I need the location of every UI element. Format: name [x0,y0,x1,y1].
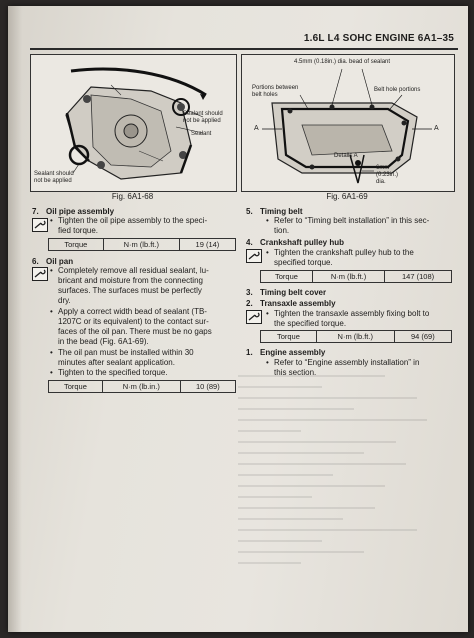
figure-caption-right: Fig. 6A1-69 [326,192,368,201]
label-bead: 4.5mm (0.18in.) dia. bead of sealant [294,59,391,65]
label-sealant-not-applied-top: Sealant should not be applied [183,111,223,124]
step-number-5: 5. [246,207,253,216]
label-a-right: A [434,125,439,132]
torque-value: 19 (14) [179,239,235,251]
page-header [30,20,458,50]
torque-unit: N·m (lb.ft.) [312,271,384,283]
step4-instruction: • Tighten the crankshaft pulley hub to the specified torque. [274,248,454,268]
label-sealant: Sealant [191,131,212,137]
label-portions-between: Portions between belt holes [252,85,299,98]
label-6mm: 6mm [376,165,390,171]
torque-label: Torque [261,271,313,283]
torque-label: Torque [49,239,104,251]
torque-table-crankshaft [260,270,452,283]
step-title-oil-pipe: Oil pipe assembly [46,207,115,216]
torque-unit: N·m (lb.ft.) [316,331,394,343]
step6-bullet-torque: • Tighten to the specified torque. [58,368,240,378]
label-belt-hole-portions: Belt hole portions [374,87,421,93]
step-title-timing-belt: Timing belt [260,207,303,216]
manual-page [8,6,468,632]
step6-bullet-clean: • Completely remove all residual sealant, lu- bricant and moisture from the connecting surfaces. The surfaces must be perfectly dry. [58,266,240,306]
figure-6a1-68 [30,54,237,192]
header-title: 1.6L L4 SOHC ENGINE 6A1–35 [303,33,454,44]
torque-value: 94 (69) [394,331,451,343]
oil-pan-sealant-drawing [242,55,454,191]
step6-bullet-time: • The oil pan must be installed within 30 minutes after sealant application. [58,348,240,368]
step-number-3: 3. [246,288,253,297]
label-sealant-not-applied-bottom: Sealant should not be applied [34,171,74,184]
page-spine-shadow [8,6,22,632]
torque-label: Torque [261,331,317,343]
torque-unit: N·m (lb.ft.) [103,239,179,251]
step5-instruction: • Refer to “Timing belt installation” in this sec- tion. [274,216,454,236]
label-023in: (0.23in.) [376,172,399,178]
torque-table-transaxle [260,330,452,343]
torque-label: Torque [49,381,103,393]
wrench-torque-icon [246,249,262,263]
wrench-torque-icon [246,310,262,324]
step-title-crankshaft-pulley: Crankshaft pulley hub [260,238,345,247]
figure-6a1-69 [241,54,455,192]
step-number-4: 4. [246,238,253,247]
label-detail-a: Details A [334,153,358,159]
torque-unit: N·m (lb.in.) [102,381,180,393]
step-number-6: 6. [32,257,39,266]
step1-instruction: • Refer to “Engine assembly installation” in this section. [274,358,454,378]
torque-table-oil-pipe [48,238,236,251]
figure-caption-left: Fig. 6A1-68 [111,192,154,201]
torque-value: 10 (89) [180,381,235,393]
step-number-1: 1. [246,348,253,357]
bleed-through-text [238,366,448,606]
step-title-transaxle: Transaxle assembly [260,299,336,308]
step-number-7: 7. [32,207,39,216]
wrench-torque-icon [32,218,48,232]
wrench-torque-icon [32,267,48,281]
torque-table-oil-pan [48,380,236,393]
step-title-timing-belt-cover: Timing belt cover [260,288,327,297]
step2-instruction: • Tighten the transaxle assembly fixing bolt to the specified torque. [274,309,456,329]
step-title-oil-pan: Oil pan [46,257,74,266]
label-dia: dia. [376,179,386,185]
torque-value: 147 (108) [385,271,452,283]
step6-bullet-sealant: • Apply a correct width bead of sealant (TB- 1207C or its equivalent) to the contact sur- faces of the oil pan. There must be no gaps in the bead (Fig. 6A1-69). [58,307,240,347]
step7-instruction: • Tighten the oil pipe assembly to the speci- fied torque. [58,216,238,236]
step-title-engine-assembly: Engine assembly [260,348,326,357]
label-a-left: A [254,125,259,132]
step-number-2: 2. [246,299,253,308]
